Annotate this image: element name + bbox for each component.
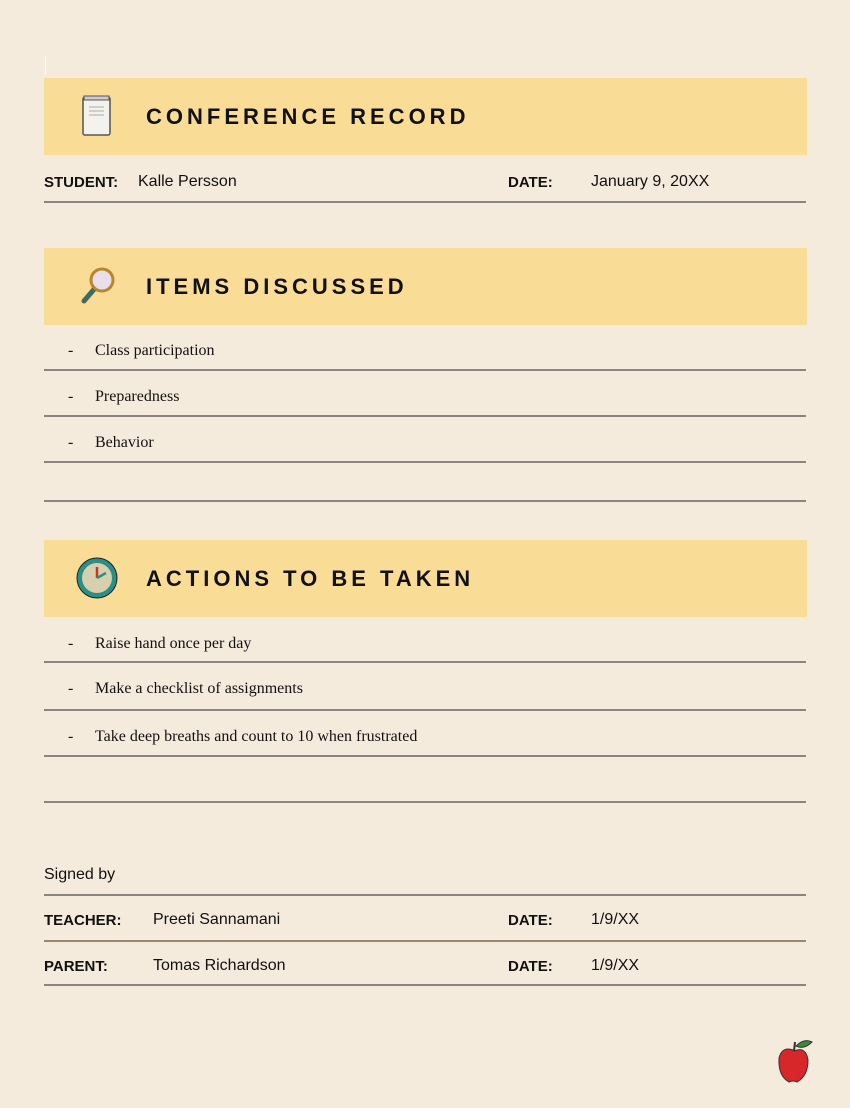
divider bbox=[44, 984, 806, 986]
divider bbox=[44, 369, 806, 371]
conference-record-header bbox=[44, 78, 807, 155]
teacher-date-label: DATE: bbox=[508, 912, 553, 929]
clock-icon bbox=[74, 555, 120, 601]
apple-icon bbox=[774, 1038, 816, 1084]
section-title: CONFERENCE RECORD bbox=[146, 104, 470, 129]
teacher-label: TEACHER: bbox=[44, 912, 122, 929]
parent-date-label: DATE: bbox=[508, 958, 553, 975]
list-item: - Take deep breaths and count to 10 when frustrated bbox=[68, 728, 418, 745]
divider bbox=[44, 755, 806, 757]
divider bbox=[44, 801, 806, 803]
section-title: ITEMS DISCUSSED bbox=[146, 274, 408, 299]
parent-name: Tomas Richardson bbox=[153, 957, 286, 974]
section-title: ACTIONS TO BE TAKEN bbox=[146, 566, 475, 591]
divider bbox=[44, 461, 806, 463]
divider bbox=[44, 500, 806, 502]
signed-by-label: Signed by bbox=[44, 866, 116, 883]
text-cursor bbox=[45, 56, 46, 74]
divider bbox=[44, 940, 806, 942]
magnifying-glass-icon bbox=[74, 263, 120, 309]
list-item: - Preparedness bbox=[68, 388, 180, 405]
notepad-icon bbox=[74, 93, 120, 139]
divider bbox=[44, 201, 806, 203]
list-item: - Class participation bbox=[68, 342, 215, 359]
divider bbox=[44, 709, 806, 711]
date-label: DATE: bbox=[508, 174, 553, 191]
list-item: - Raise hand once per day bbox=[68, 635, 252, 652]
divider bbox=[44, 415, 806, 417]
items-discussed-header bbox=[44, 248, 807, 325]
conference-date: January 9, 20XX bbox=[591, 173, 710, 190]
divider bbox=[44, 894, 806, 896]
student-label: STUDENT: bbox=[44, 174, 119, 191]
teacher-name: Preeti Sannamani bbox=[153, 911, 281, 928]
list-item: - Make a checklist of assignments bbox=[68, 680, 303, 697]
divider bbox=[44, 661, 806, 663]
parent-label: PARENT: bbox=[44, 958, 108, 975]
list-item: - Behavior bbox=[68, 434, 154, 451]
actions-header bbox=[44, 540, 807, 617]
parent-date: 1/9/XX bbox=[591, 957, 640, 974]
student-name: Kalle Persson bbox=[138, 173, 237, 190]
teacher-date: 1/9/XX bbox=[591, 911, 640, 928]
